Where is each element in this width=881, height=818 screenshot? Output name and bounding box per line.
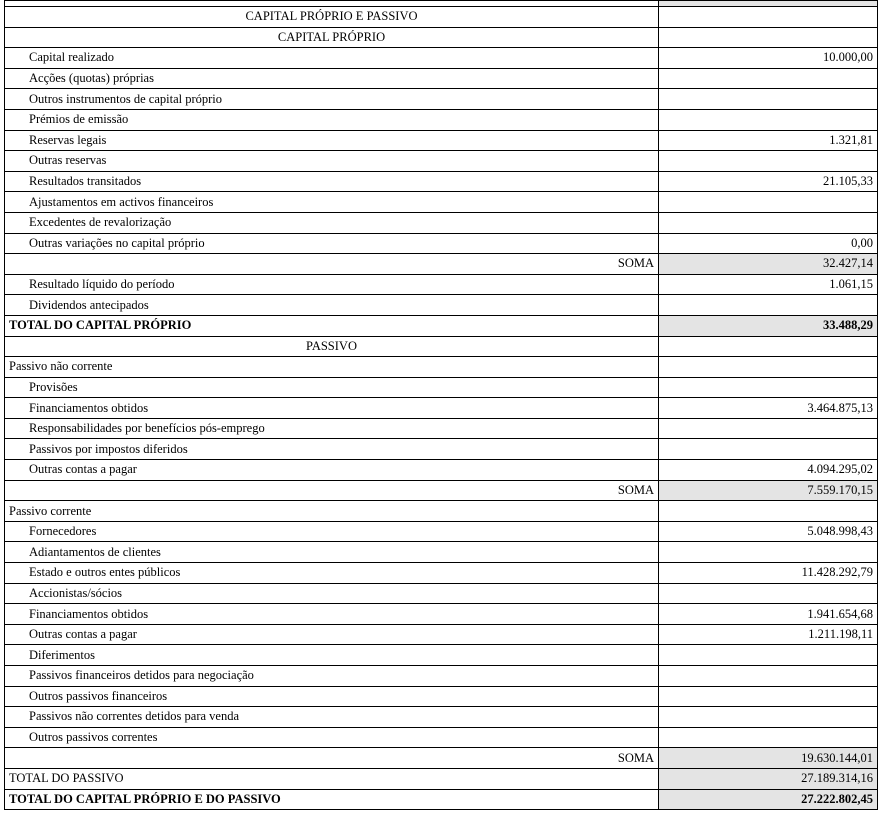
equity-total-value: 33.488,29 xyxy=(659,315,878,336)
row-value xyxy=(659,68,878,89)
row-value: 5.048.998,43 xyxy=(659,521,878,542)
row-value: 1.941.654,68 xyxy=(659,604,878,625)
title-empty-cell xyxy=(659,7,878,28)
row-value xyxy=(659,295,878,316)
row-value xyxy=(659,707,878,728)
table-row xyxy=(5,274,878,295)
table-row xyxy=(5,624,878,645)
non-current-heading-empty-cell xyxy=(659,357,878,378)
equity-total-row xyxy=(5,315,878,336)
row-value xyxy=(659,439,878,460)
row-value xyxy=(659,212,878,233)
table-row xyxy=(5,645,878,666)
equity-section-heading: CAPITAL PRÓPRIO xyxy=(5,27,659,48)
table-row xyxy=(5,151,878,172)
row-label: Acções (quotas) próprias xyxy=(5,68,659,89)
row-label: Excedentes de revalorização xyxy=(5,212,659,233)
subtotal-label: SOMA xyxy=(5,748,659,769)
row-value: 21.105,33 xyxy=(659,171,878,192)
liabilities-total-label: TOTAL DO PASSIVO xyxy=(5,768,659,789)
row-value xyxy=(659,151,878,172)
current-heading-row xyxy=(5,501,878,522)
row-label: Ajustamentos em activos financeiros xyxy=(5,192,659,213)
row-label: Resultado líquido do período xyxy=(5,274,659,295)
non-current-heading: Passivo não corrente xyxy=(5,357,659,378)
subtotal-label: SOMA xyxy=(5,254,659,275)
row-label: Financiamentos obtidos xyxy=(5,604,659,625)
grand-total-label: TOTAL DO CAPITAL PRÓPRIO E DO PASSIVO xyxy=(5,789,659,810)
table-row xyxy=(5,212,878,233)
table-row xyxy=(5,233,878,254)
row-label: Provisões xyxy=(5,377,659,398)
row-label: Estado e outros entes públicos xyxy=(5,563,659,584)
balance-table xyxy=(4,0,878,810)
balance-sheet xyxy=(4,0,877,810)
table-row xyxy=(5,109,878,130)
row-value xyxy=(659,583,878,604)
row-value xyxy=(659,727,878,748)
subtotal-value: 7.559.170,15 xyxy=(659,480,878,501)
grand-total-value: 27.222.802,45 xyxy=(659,789,878,810)
table-row xyxy=(5,377,878,398)
row-label: Accionistas/sócios xyxy=(5,583,659,604)
row-value xyxy=(659,377,878,398)
row-value xyxy=(659,542,878,563)
liabilities-section-heading: PASSIVO xyxy=(5,336,659,357)
row-label: Outros passivos financeiros xyxy=(5,686,659,707)
equity-section-row xyxy=(5,27,878,48)
table-row xyxy=(5,460,878,481)
subtotal-row xyxy=(5,254,878,275)
row-label: Reservas legais xyxy=(5,130,659,151)
row-value xyxy=(659,645,878,666)
table-row xyxy=(5,521,878,542)
row-value: 11.428.292,79 xyxy=(659,563,878,584)
page-title: CAPITAL PRÓPRIO E PASSIVO xyxy=(5,7,659,28)
row-label: Passivos financeiros detidos para negociação xyxy=(5,666,659,687)
row-value xyxy=(659,686,878,707)
current-heading: Passivo corrente xyxy=(5,501,659,522)
row-value: 1.211.198,11 xyxy=(659,624,878,645)
row-value xyxy=(659,109,878,130)
row-label: Fornecedores xyxy=(5,521,659,542)
liabilities-section-row xyxy=(5,336,878,357)
subtotal-value: 32.427,14 xyxy=(659,254,878,275)
row-value xyxy=(659,418,878,439)
row-label: Prémios de emissão xyxy=(5,109,659,130)
subtotal-value: 19.630.144,01 xyxy=(659,748,878,769)
table-row xyxy=(5,295,878,316)
table-row xyxy=(5,398,878,419)
row-label: Adiantamentos de clientes xyxy=(5,542,659,563)
equity-heading-empty-cell xyxy=(659,27,878,48)
current-heading-empty-cell xyxy=(659,501,878,522)
row-label: Resultados transitados xyxy=(5,171,659,192)
table-row xyxy=(5,48,878,69)
row-label: Outros passivos correntes xyxy=(5,727,659,748)
row-label: Outros instrumentos de capital próprio xyxy=(5,89,659,110)
table-row xyxy=(5,439,878,460)
row-label: Passivos por impostos diferidos xyxy=(5,439,659,460)
row-value xyxy=(659,666,878,687)
table-row xyxy=(5,418,878,439)
row-label: Dividendos antecipados xyxy=(5,295,659,316)
liabilities-total-value: 27.189.314,16 xyxy=(659,768,878,789)
row-value: 10.000,00 xyxy=(659,48,878,69)
table-row xyxy=(5,707,878,728)
row-value: 3.464.875,13 xyxy=(659,398,878,419)
row-value xyxy=(659,89,878,110)
subtotal-row xyxy=(5,480,878,501)
grand-total-row xyxy=(5,789,878,810)
row-value: 1.061,15 xyxy=(659,274,878,295)
row-label: Outras contas a pagar xyxy=(5,624,659,645)
liabilities-total-row xyxy=(5,768,878,789)
table-row xyxy=(5,89,878,110)
table-row xyxy=(5,563,878,584)
row-value: 0,00 xyxy=(659,233,878,254)
row-label: Passivos não correntes detidos para venda xyxy=(5,707,659,728)
table-row xyxy=(5,171,878,192)
row-label: Diferimentos xyxy=(5,645,659,666)
table-row xyxy=(5,686,878,707)
table-row xyxy=(5,604,878,625)
row-label: Outras variações no capital próprio xyxy=(5,233,659,254)
subtotal-label: SOMA xyxy=(5,480,659,501)
table-row xyxy=(5,542,878,563)
equity-total-label: TOTAL DO CAPITAL PRÓPRIO xyxy=(5,315,659,336)
title-row xyxy=(5,7,878,28)
row-label: Responsabilidades por benefícios pós-emprego xyxy=(5,418,659,439)
table-row xyxy=(5,192,878,213)
table-row xyxy=(5,727,878,748)
table-row xyxy=(5,666,878,687)
row-label: Outras reservas xyxy=(5,151,659,172)
row-value: 1.321,81 xyxy=(659,130,878,151)
row-label: Outras contas a pagar xyxy=(5,460,659,481)
row-label: Capital realizado xyxy=(5,48,659,69)
row-value: 4.094.295,02 xyxy=(659,460,878,481)
row-label: Financiamentos obtidos xyxy=(5,398,659,419)
liabilities-heading-empty-cell xyxy=(659,336,878,357)
table-row xyxy=(5,68,878,89)
table-row xyxy=(5,583,878,604)
row-value xyxy=(659,192,878,213)
subtotal-row xyxy=(5,748,878,769)
table-row xyxy=(5,130,878,151)
non-current-heading-row xyxy=(5,357,878,378)
